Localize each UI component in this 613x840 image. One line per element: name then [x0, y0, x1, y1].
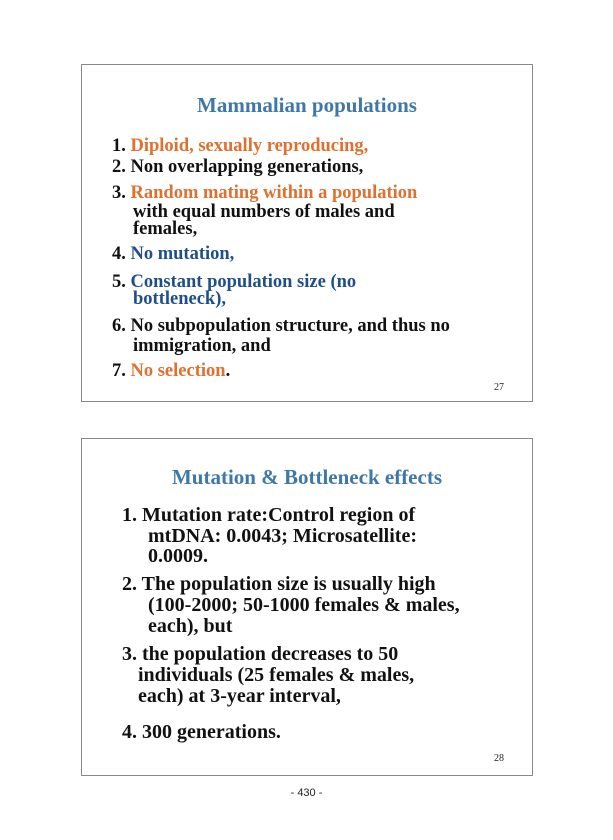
list-line: individuals (25 females & males, — [138, 664, 415, 686]
list-line: mtDNA: 0.0043; Microsatellite: — [148, 525, 417, 547]
list-item: 6. No subpopulation structure, and thus no — [112, 316, 450, 336]
list-line: 0.0009. — [148, 545, 208, 567]
list-item: 7. No selection. — [112, 361, 231, 381]
slide-title: Mammalian populations — [197, 93, 417, 117]
list-item: 3. Random mating within a population — [112, 183, 418, 203]
slide-mammalian-populations — [81, 64, 533, 402]
list-line: 4. 300 generations. — [122, 721, 281, 743]
list-item-continuation: immigration, and — [133, 336, 271, 356]
list-item: 5. Constant population size (no — [112, 272, 357, 292]
page-number: - 430 - — [290, 787, 323, 799]
slide-title: Mutation & Bottleneck effects — [171, 465, 442, 489]
list-item: 2. Non overlapping generations, — [112, 157, 364, 177]
slide-number: 27 — [494, 382, 504, 393]
slide-mutation-bottleneck — [81, 438, 533, 776]
list-line: (100-2000; 50-1000 females & males, — [148, 594, 460, 616]
list-item-continuation: with equal numbers of males and — [133, 202, 395, 222]
slide-number: 28 — [494, 753, 504, 764]
list-item: 4. No mutation, — [112, 244, 235, 264]
list-item-continuation: bottleneck), — [133, 289, 226, 309]
list-item: 1. Diploid, sexually reproducing, — [112, 136, 369, 156]
list-line: 2. The population size is usually high — [122, 573, 436, 595]
list-line: 3. the population decreases to 50 — [122, 643, 399, 665]
list-item-continuation: females, — [133, 219, 198, 239]
list-line: each) at 3-year interval, — [138, 685, 341, 707]
list-line: each), but — [148, 615, 233, 637]
list-line: 1. Mutation rate:Control region of — [122, 504, 416, 526]
